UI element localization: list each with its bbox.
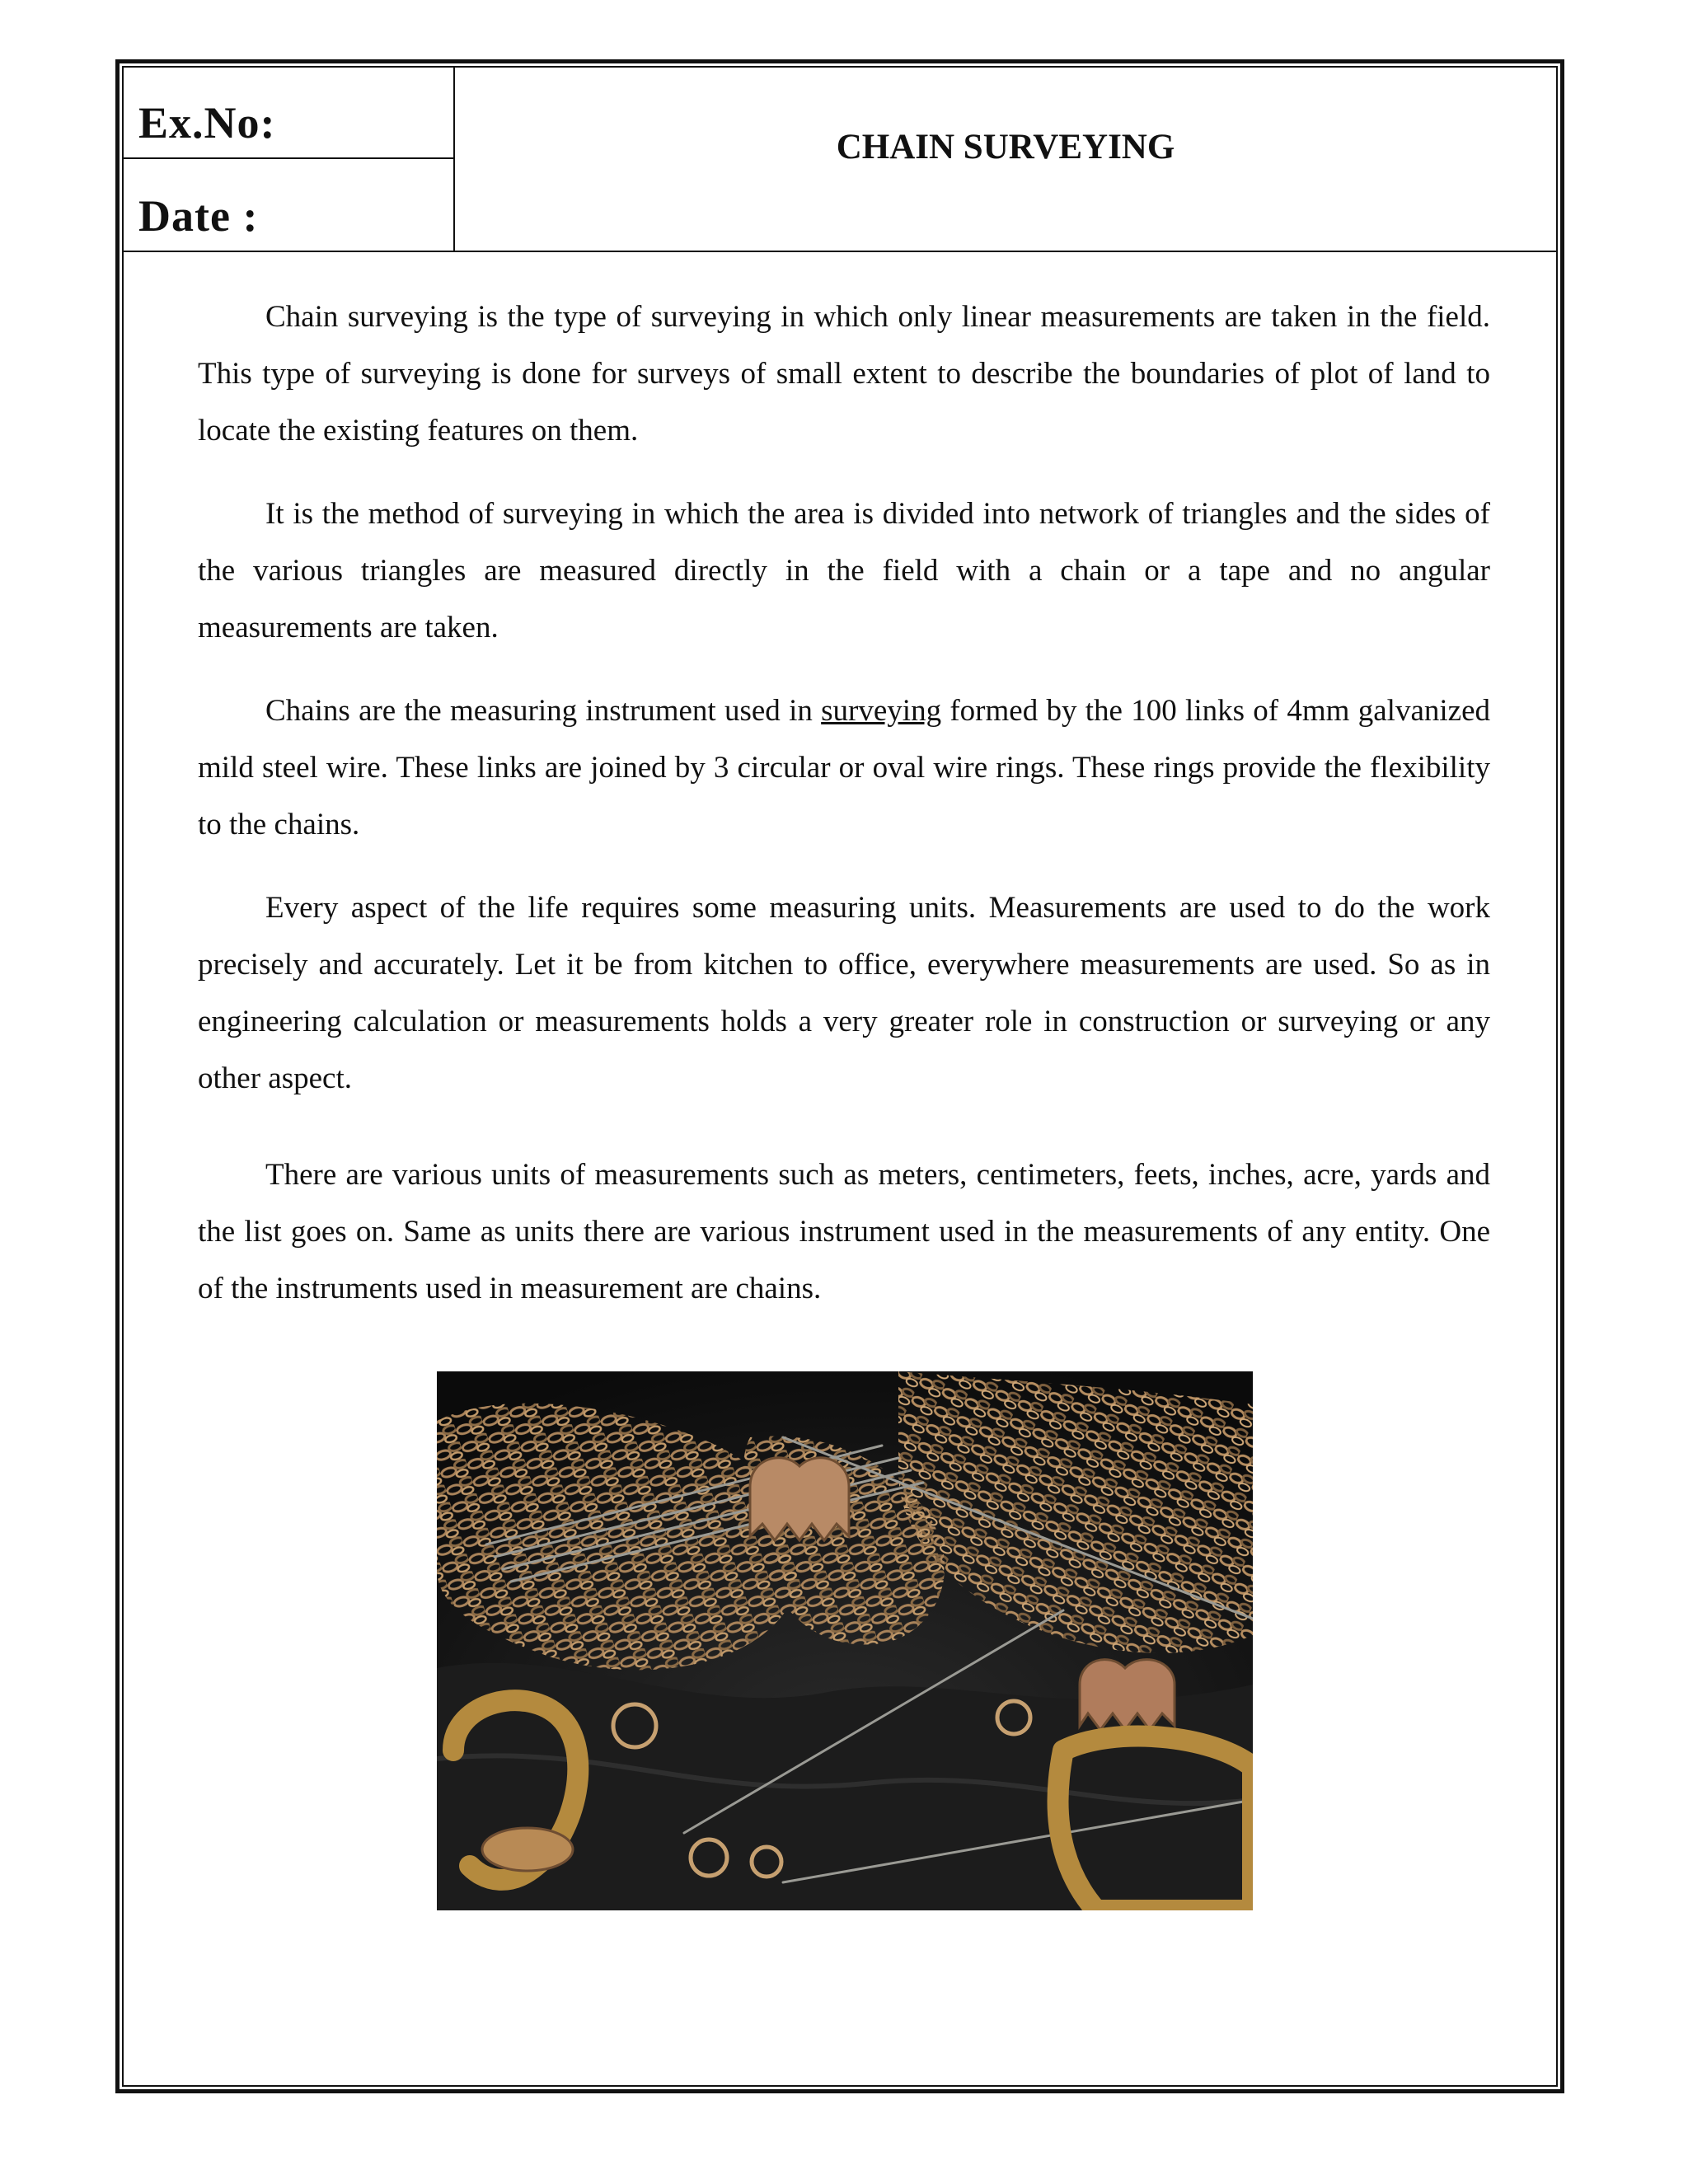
page-title: CHAIN SURVEYING — [836, 127, 1175, 166]
surveying-chain-photo — [437, 1371, 1253, 1910]
exno-cell — [122, 66, 453, 159]
date-cell — [122, 159, 453, 251]
paragraph-units-list: There are various units of measurements such as meters, centimeters, feets, inches, acre, yards and the list goes on. Same as units there are various instrument used in the measurements of any entity. One of the instruments used in measurement are chains. — [198, 1158, 1490, 1305]
paragraph-chains-text-start: Chains are the measuring instrument used in — [265, 694, 822, 728]
record-header — [122, 66, 1558, 252]
body-text — [198, 288, 1490, 1343]
paragraph-definition: Chain surveying is the type of surveying in which only linear measurements are taken in the field. This type of surveying is done for surveys of small extent to describe the boundaries of plot of land to locate the existing features on them. — [198, 300, 1490, 448]
surveying-link[interactable]: surveying — [821, 694, 942, 728]
paragraph-chains — [198, 682, 1490, 853]
date-label: Date : — [138, 191, 259, 241]
header-left-column — [122, 66, 455, 251]
exno-label: Ex.No: — [138, 98, 276, 148]
paragraph-chains-text-end: formed by the 100 links of 4mm galvanized mild steel wire. These links are joined by 3 circular or oval wire rings. These rings provide the flexibility to the chains. — [198, 694, 1490, 841]
paragraph-measuring-units: Every aspect of the life requires some measuring units. Measurements are used to do the work precisely and accurately. Let it be from kitchen to office, everywhere measurements are used. So as in engineering calculation or measurements holds a very greater role in construction or surveying or any other aspect. — [198, 891, 1490, 1095]
paragraph-method: It is the method of surveying in which the area is divided into network of triangles and the sides of the various triangles are measured directly in the field with a chain or a tape and no angular measurements are taken. — [198, 497, 1490, 644]
